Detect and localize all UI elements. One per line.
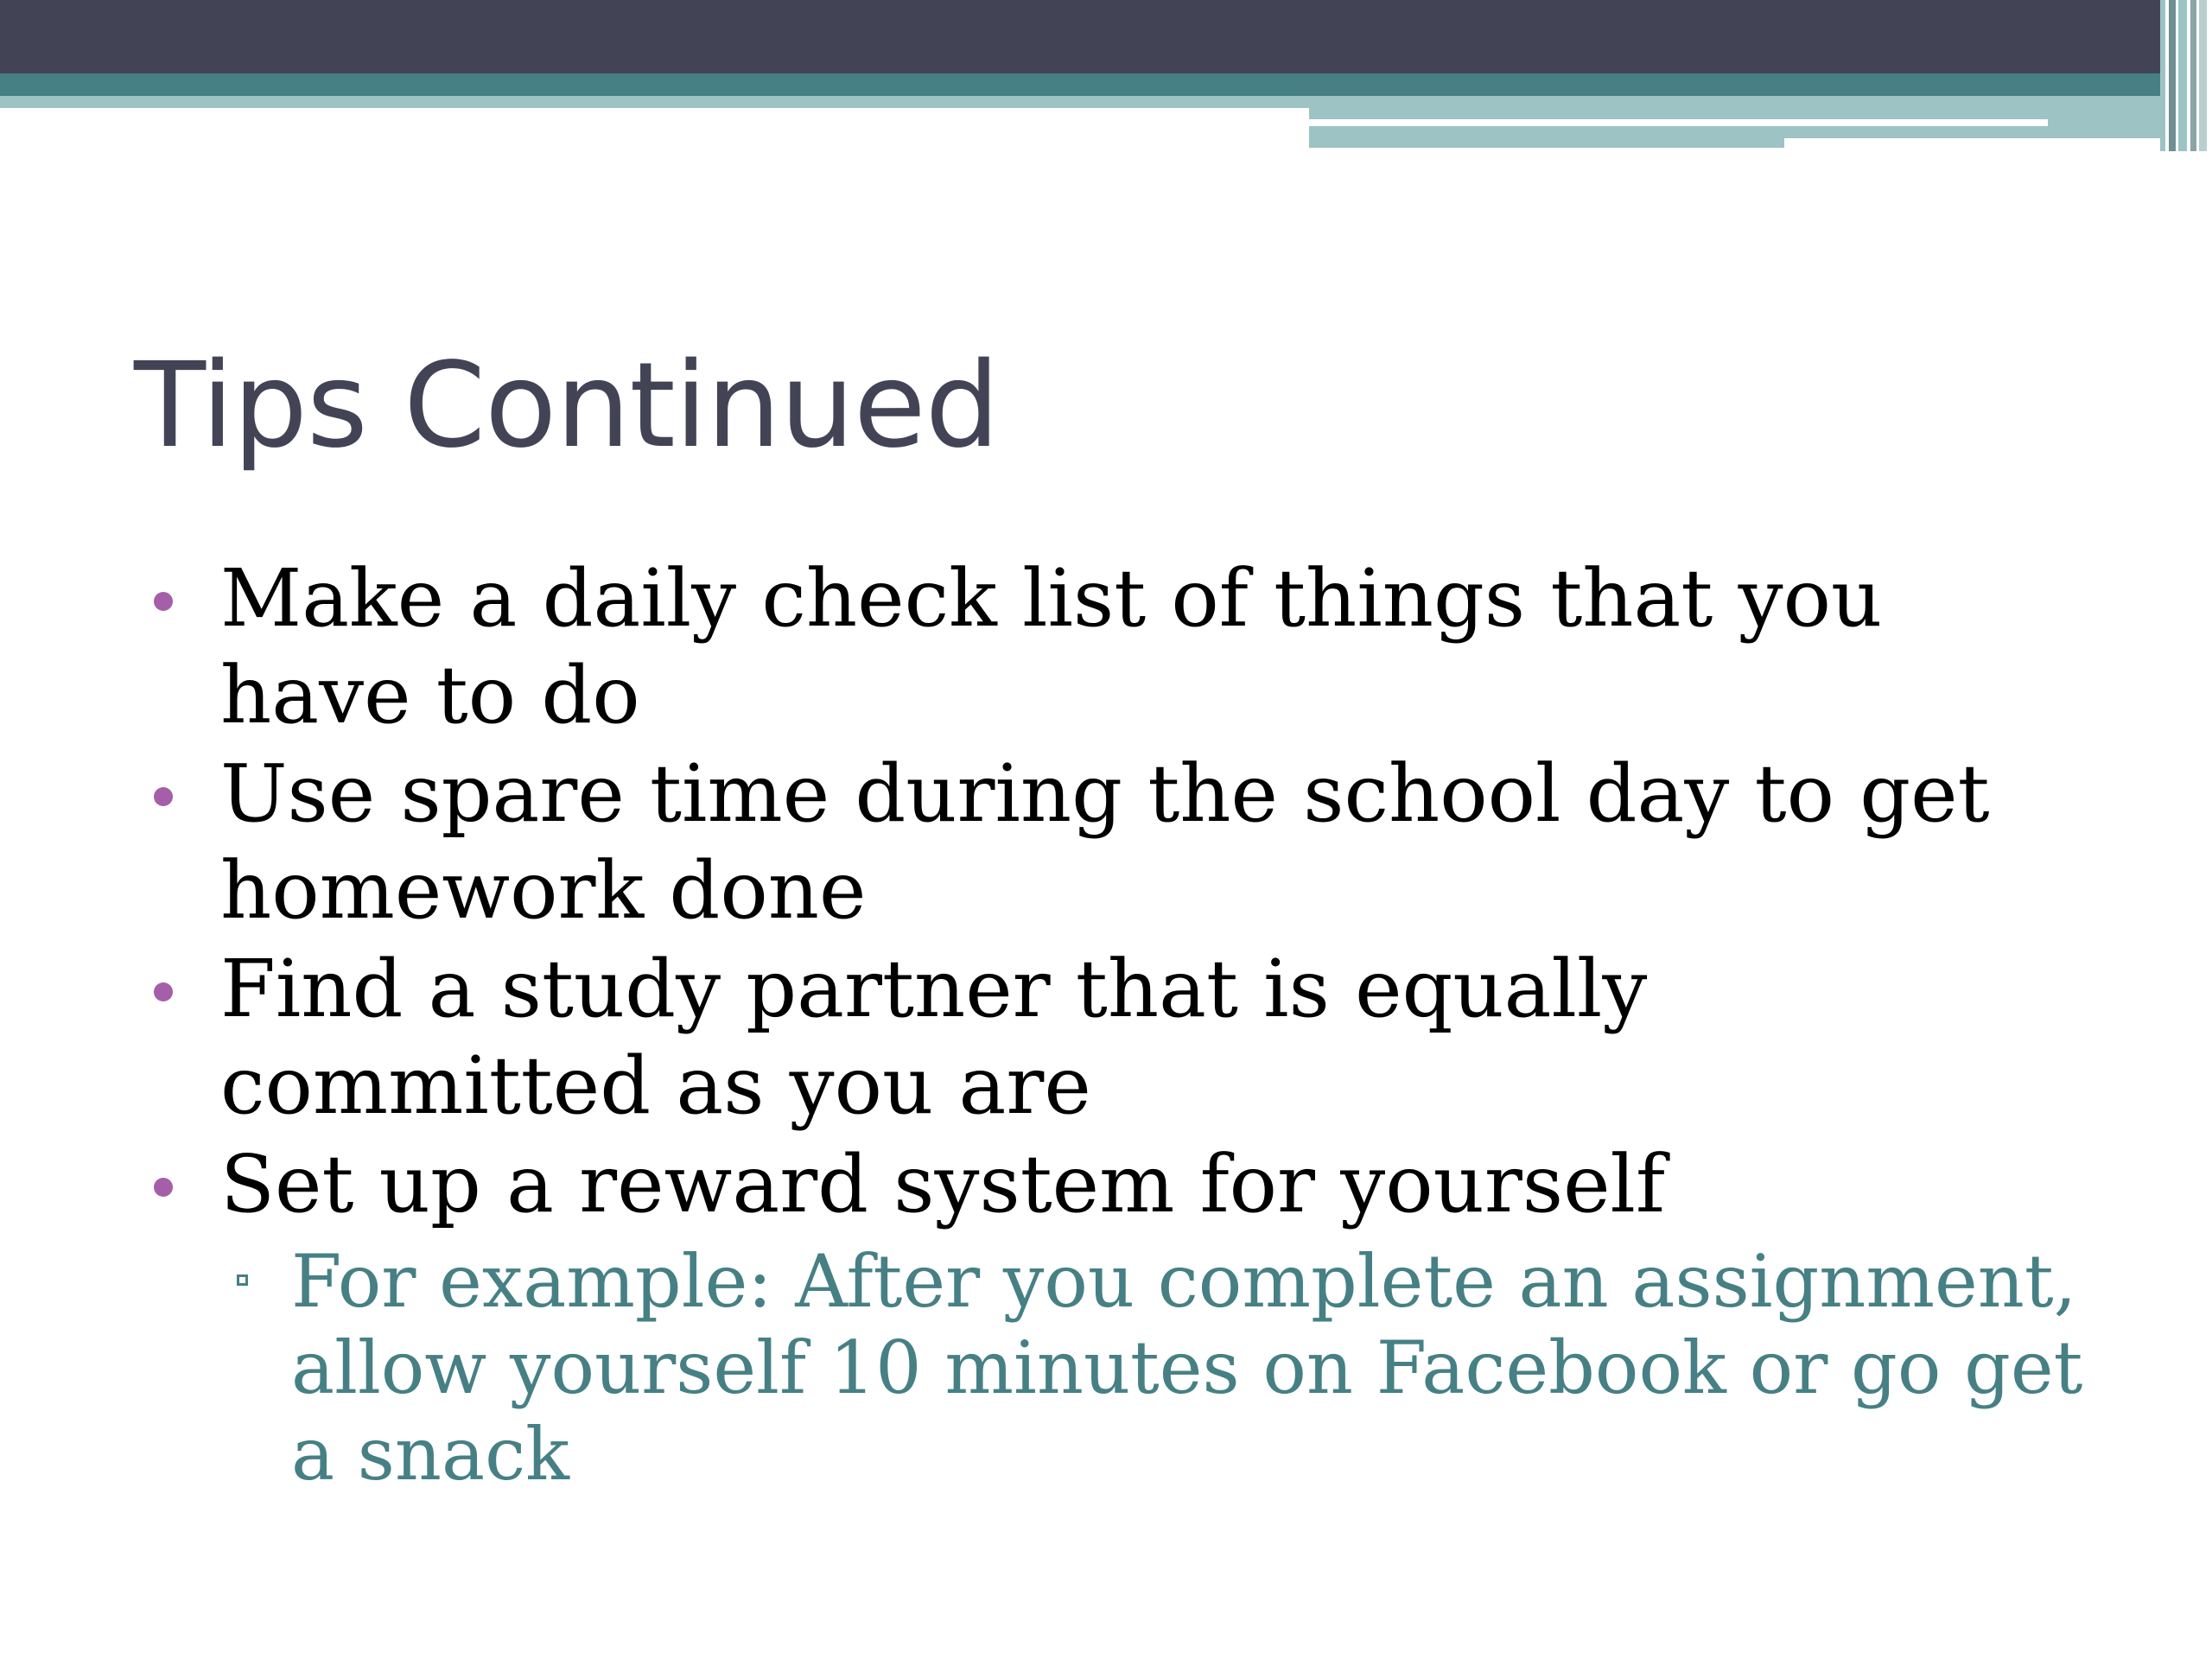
header-band-right-notch: [1784, 138, 2212, 148]
sub-bullet-list: [291, 1238, 2095, 1497]
hollow-square-icon: [237, 1274, 248, 1286]
bullet-item: [220, 550, 2095, 744]
bullet-text: Make a daily check list of things that you have to do: [220, 552, 1883, 741]
purple-dot-icon: [154, 1178, 173, 1197]
bullet-text: Use spare time during the school day to get homework done: [220, 747, 1990, 937]
bullet-item: [220, 746, 2095, 939]
purple-dot-icon: [154, 982, 173, 1001]
purple-dot-icon: [154, 592, 173, 611]
sub-bullet-item: [291, 1238, 2095, 1497]
bullet-text: Set up a reward system for yourself: [220, 1138, 1665, 1230]
header-stripes: [2160, 0, 2212, 151]
sub-bullet-text: For example: After you complete an assignment, allow yourself 10 minutes on Facebook or go get a snack: [291, 1239, 2083, 1497]
bullet-list: [220, 550, 2095, 1499]
purple-dot-icon: [154, 787, 173, 806]
bullet-item: [220, 941, 2095, 1135]
header-band-teal: [0, 73, 2212, 96]
slide-title: Tips Continued: [134, 338, 999, 474]
header-band-right-line: [1309, 119, 2048, 126]
header-band-light-left: [0, 96, 1309, 108]
bullet-item: [220, 1136, 2095, 1497]
bullet-text: Find a study partner that is equally committed as you are: [220, 943, 1648, 1132]
header-band-dark: [0, 0, 2212, 73]
